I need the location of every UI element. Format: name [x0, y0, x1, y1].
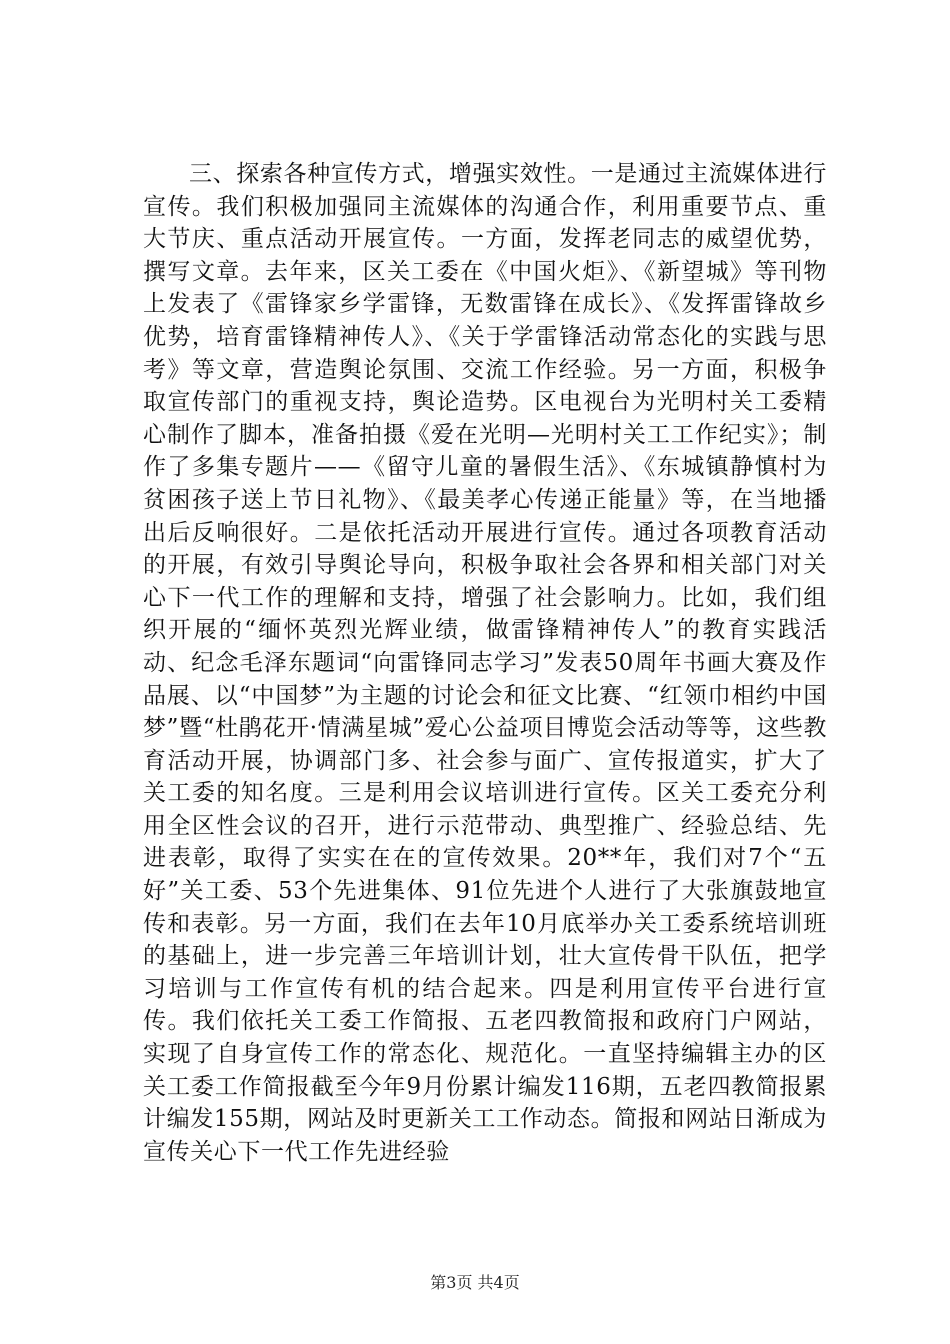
page-footer: 第3页 共4页 — [430, 1273, 520, 1292]
body-paragraph: 三、探索各种宣传方式，增强实效性。一是通过主流媒体进行宣传。我们积极加强同主流媒体的沟通合作，利用重要节点、重大节庆、重点活动开展宣传。一方面，发挥老同志的威望优势，撰写文章。去年来，区关工委在《中国火炬》、《新望城》等刊物上发表了《雷锋家乡学雷锋，无数雷锋在成长》、《发挥雷锋故乡优势，培育雷锋精神传人》、《关于学雷锋活动常态化的实践与思考》等文章，营造舆论氛围、交流工作经验。另一方面，积极争取宣传部门的重视支持，舆论造势。区电视台为光明村关工委精心制作了脚本，准备拍摄《爱在光明—光明村关工工作纪实》；制作了多集专题片——《留守儿童的暑假生活》、《东城镇静慎村为贫困孩子送上节日礼物》、《最美孝心传递正能量》等，在当地播出后反响很好。二是依托活动开展进行宣传。通过各项教育活动的开展，有效引导舆论导向，积极争取社会各界和相关部门对关心下一代工作的理解和支持，增强了社会影响力。比如，我们组织开展的“缅怀英烈光辉业绩，做雷锋精神传人”的教育实践活动、纪念毛泽东题词“向雷锋同志学习”发表50周年书画大赛及作品展、以“中国梦”为主题的讨论会和征文比赛、“红领巾相约中国梦”暨“杜鹃花开·情满星城”爱心公益项目博览会活动等等，这些教育活动开展，协调部门多、社会参与面广、宣传报道实，扩大了关工委的知名度。三是利用会议培训进行宣传。区关工委充分利用全区性会议的召开，进行示范带动、典型推广、经验总结、先进表彰，取得了实实在在的宣传效果。20**年，我们对7个“五好”关工委、53个先进集体、91位先进个人进行了大张旗鼓地宣传和表彰。另一方面，我们在去年10月底举办关工委系统培训班的基础上，进一步完善三年培训计划，壮大宣传骨干队伍，把学习培训与工作宣传有机的结合起来。四是利用宣传平台进行宣传。我们依托关工委工作简报、五老四教简报和政府门户网站，实现了自身宣传工作的常态化、规范化。一直坚持编辑主办的区关工委工作简报截至今年9月份累计编发116期，五老四教简报累计编发155期，网站及时更新关工工作动态。简报和网站日渐成为宣传关心下一代工作先进经验 — [143, 161, 827, 1165]
